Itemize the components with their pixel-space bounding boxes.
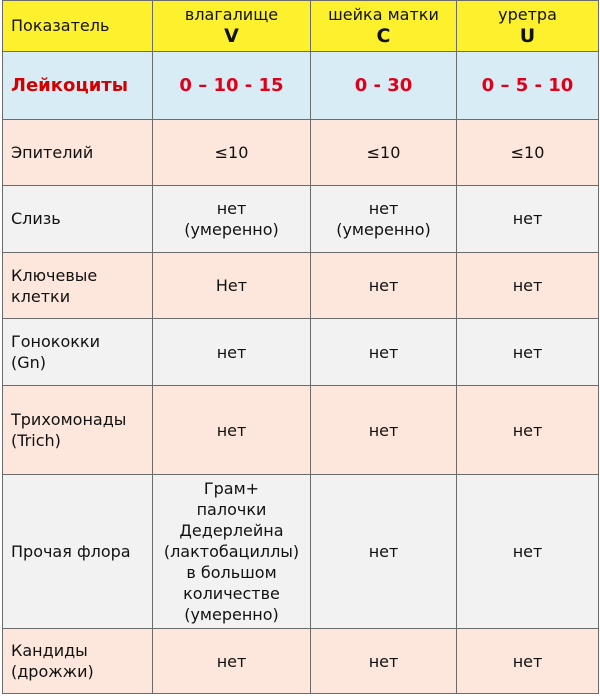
header-vagina-symbol: V (224, 25, 239, 47)
cell-cervix: нет (311, 319, 457, 386)
cell-vagina: ≤10 (153, 119, 311, 186)
header-urethra-label: уретра (498, 5, 557, 24)
cell-cervix: нет (311, 252, 457, 319)
cell-cervix: ≤10 (311, 119, 457, 186)
cell-cervix: нет (311, 475, 457, 629)
row-mucus (3, 186, 599, 253)
cell-urethra: нет (457, 319, 599, 386)
cell-vagina: Грам+ палочки Дедерлейна (лактобациллы) в большом количестве (умеренно) (153, 475, 311, 629)
cell-urethra: нет (457, 385, 599, 474)
cell-urethra: нет (457, 475, 599, 629)
header-urethra-symbol: U (519, 25, 536, 47)
cell-urethra: 0 – 5 - 10 (457, 52, 599, 120)
cell-urethra: ≤10 (457, 119, 599, 186)
cell-cervix: нет (311, 629, 457, 694)
row-gonococci (3, 319, 599, 386)
row-clue-cells (3, 252, 599, 319)
row-epithelium (3, 119, 599, 186)
cell-cervix: нет (311, 385, 457, 474)
row-label: Гонококки (Gn) (3, 319, 153, 386)
header-vagina-label: влагалище (184, 5, 279, 24)
row-label: Эпителий (3, 119, 153, 186)
cell-vagina: нет (153, 385, 311, 474)
smear-norms-table (2, 0, 599, 694)
row-leukocytes (3, 52, 599, 120)
row-candida (3, 629, 599, 694)
header-urethra (457, 1, 599, 52)
header-row (3, 1, 599, 52)
row-trichomonads (3, 385, 599, 474)
cell-urethra: нет (457, 252, 599, 319)
header-cervix (311, 1, 457, 52)
header-indicator: Показатель (3, 1, 153, 52)
cell-vagina: нет (умеренно) (153, 186, 311, 253)
cell-cervix: 0 - 30 (311, 52, 457, 120)
cell-vagina: 0 – 10 - 15 (153, 52, 311, 120)
row-label: Лейкоциты (3, 52, 153, 120)
cell-vagina: Нет (153, 252, 311, 319)
cell-vagina: нет (153, 319, 311, 386)
cell-cervix: нет (умеренно) (311, 186, 457, 253)
row-label: Прочая флора (3, 475, 153, 629)
row-other-flora (3, 475, 599, 629)
header-cervix-symbol: C (376, 25, 391, 47)
header-cervix-label: шейка матки (328, 5, 439, 24)
row-label: Слизь (3, 186, 153, 253)
row-label: Кандиды (дрожжи) (3, 629, 153, 694)
header-vagina (153, 1, 311, 52)
cell-urethra: нет (457, 629, 599, 694)
cell-urethra: нет (457, 186, 599, 253)
row-label: Трихомонады (Trich) (3, 385, 153, 474)
row-label: Ключевые клетки (3, 252, 153, 319)
cell-vagina: нет (153, 629, 311, 694)
